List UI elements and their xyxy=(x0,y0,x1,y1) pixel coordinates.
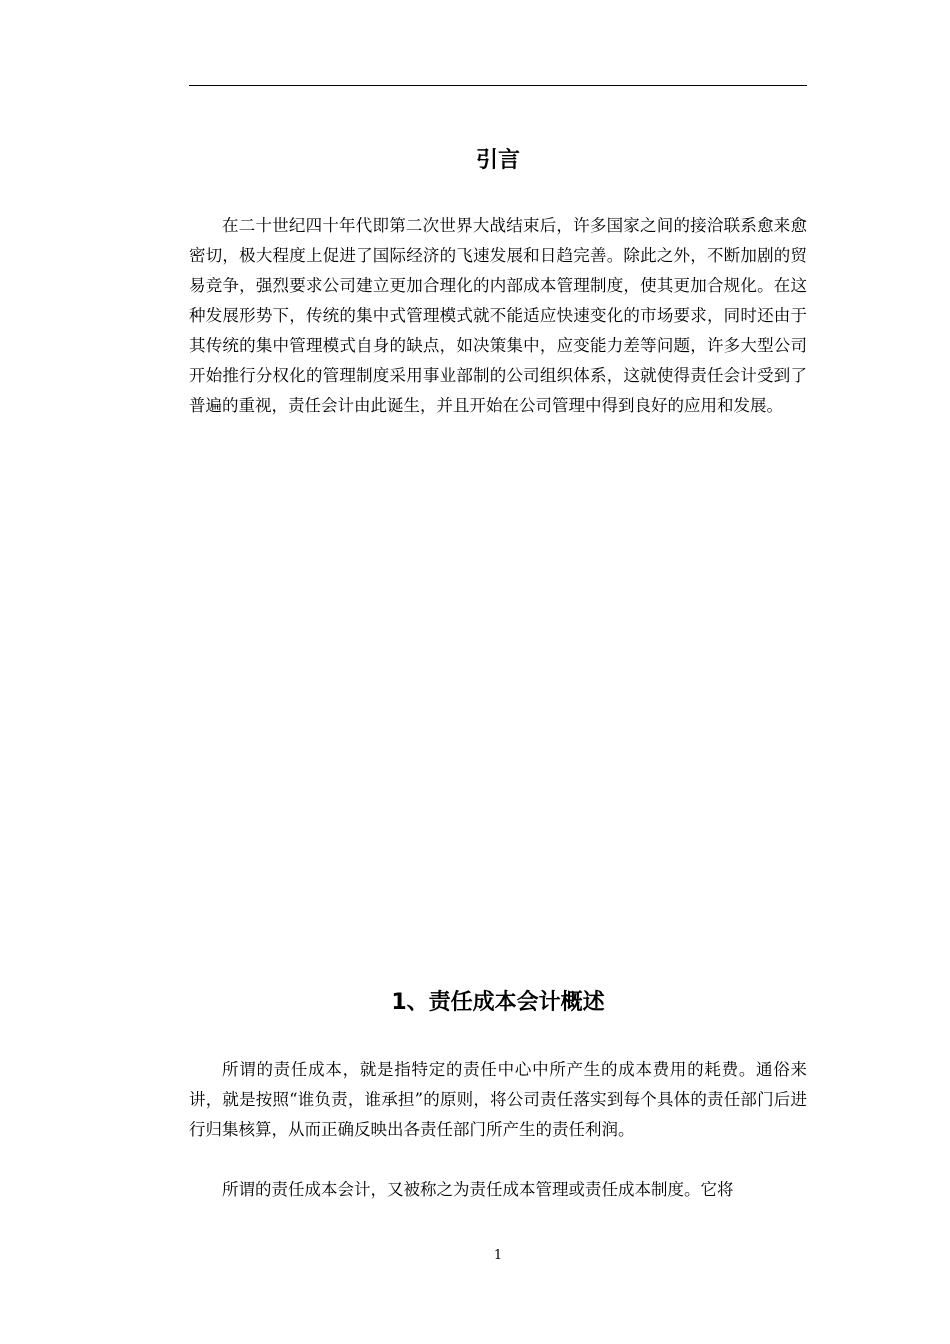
section-paragraph: 所谓的责任成本会计，又被称之为责任成本管理或责任成本制度。它将 xyxy=(222,1180,734,1199)
header-rule xyxy=(189,85,807,86)
intro-title: 引言 xyxy=(475,148,520,173)
section-paragraph: 所谓的责任成本，就是指特定的责任中心中所产生的成本费用的耗费。通俗来讲，就是按照“谁负责，谁承担”的原则，将公司责任落实到每个具体的责任部门后进行归集核算，从而正确反映出各责任部门所产生的责任利润。 xyxy=(189,1060,807,1139)
page-number: 1 xyxy=(493,1248,503,1263)
intro-paragraph: 在二十世纪四十年代即第二次世界大战结束后，许多国家之间的接洽联系愈来愈密切，极大程度上促进了国际经济的飞速发展和日趋完善。除此之外，不断加剧的贸易竞争，强烈要求公司建立更加合理化的内部成本管理制度，使其更加合规化。在这种发展形势下，传统的集中式管理模式就不能适应快速变化的市场要求，同时还由于其传统的集中管理模式自身的缺点，如决策集中，应变能力差等问题，许多大型公司开始推行分权化的管理制度采用事业部制的公司组织体系，这就使得责任会计受到了普遍的重视，责任会计由此诞生，并且开始在公司管理中得到良好的应用和发展。 xyxy=(189,216,807,415)
section-title: 1、责任成本会计概述 xyxy=(391,990,605,1015)
